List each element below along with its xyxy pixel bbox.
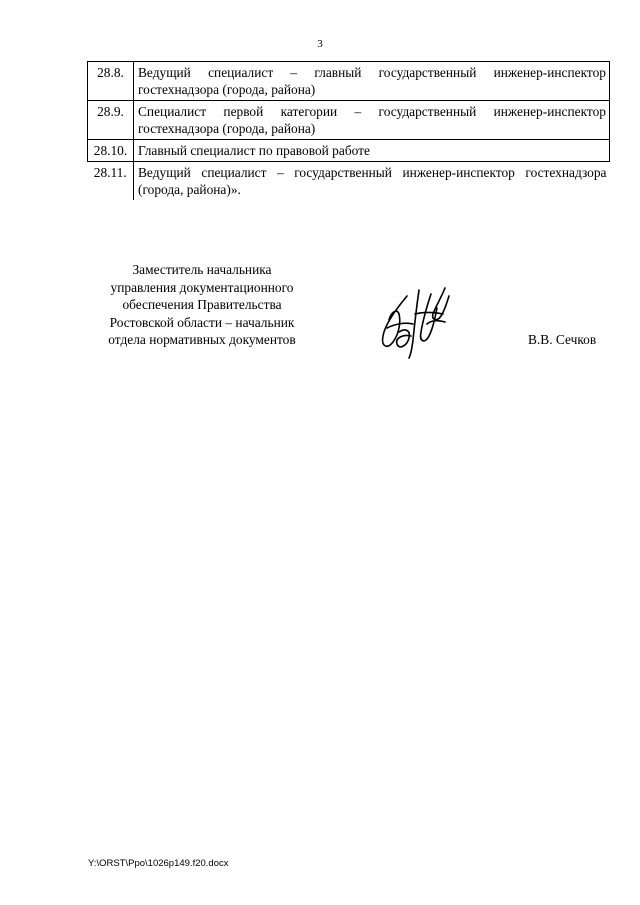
signer-title-line: отдела нормативных документов bbox=[108, 332, 296, 348]
row-position-title: Главный специалист по правовой работе bbox=[134, 140, 610, 162]
signer-title-line: обеспечения Правительства bbox=[122, 297, 282, 313]
row-number: 28.10. bbox=[88, 140, 134, 162]
handwritten-signature bbox=[375, 284, 465, 360]
signer-name: В.В. Сечков bbox=[528, 332, 597, 347]
table-row bbox=[88, 101, 610, 140]
page-number: 3 bbox=[317, 38, 323, 50]
positions-table bbox=[87, 61, 610, 200]
row-position-title: Ведущий специалист – главный государственный инженер-инспектор гостехнадзора (города, района) bbox=[134, 62, 610, 101]
signer-title-line: управления документационного bbox=[110, 279, 294, 295]
footer-file-path: Y:\ORST\Ppo\1026p149.f20.docx bbox=[88, 858, 229, 869]
signer-title-line: Заместитель начальника bbox=[132, 262, 272, 277]
table-row bbox=[88, 140, 610, 162]
row-number: 28.11. bbox=[88, 162, 134, 201]
table-row bbox=[88, 162, 610, 201]
signer-title bbox=[88, 261, 316, 349]
signer-title-line: Ростовской области – начальник bbox=[109, 314, 295, 330]
table-row bbox=[88, 62, 610, 101]
row-number: 28.8. bbox=[88, 62, 134, 101]
row-position-title: Ведущий специалист – государственный инженер-инспектор гостехнадзора (города, района)». bbox=[134, 162, 610, 201]
row-position-title: Специалист первой категории – государственный инженер-инспектор гостехнадзора (города, района) bbox=[134, 101, 610, 140]
row-number: 28.9. bbox=[88, 101, 134, 140]
